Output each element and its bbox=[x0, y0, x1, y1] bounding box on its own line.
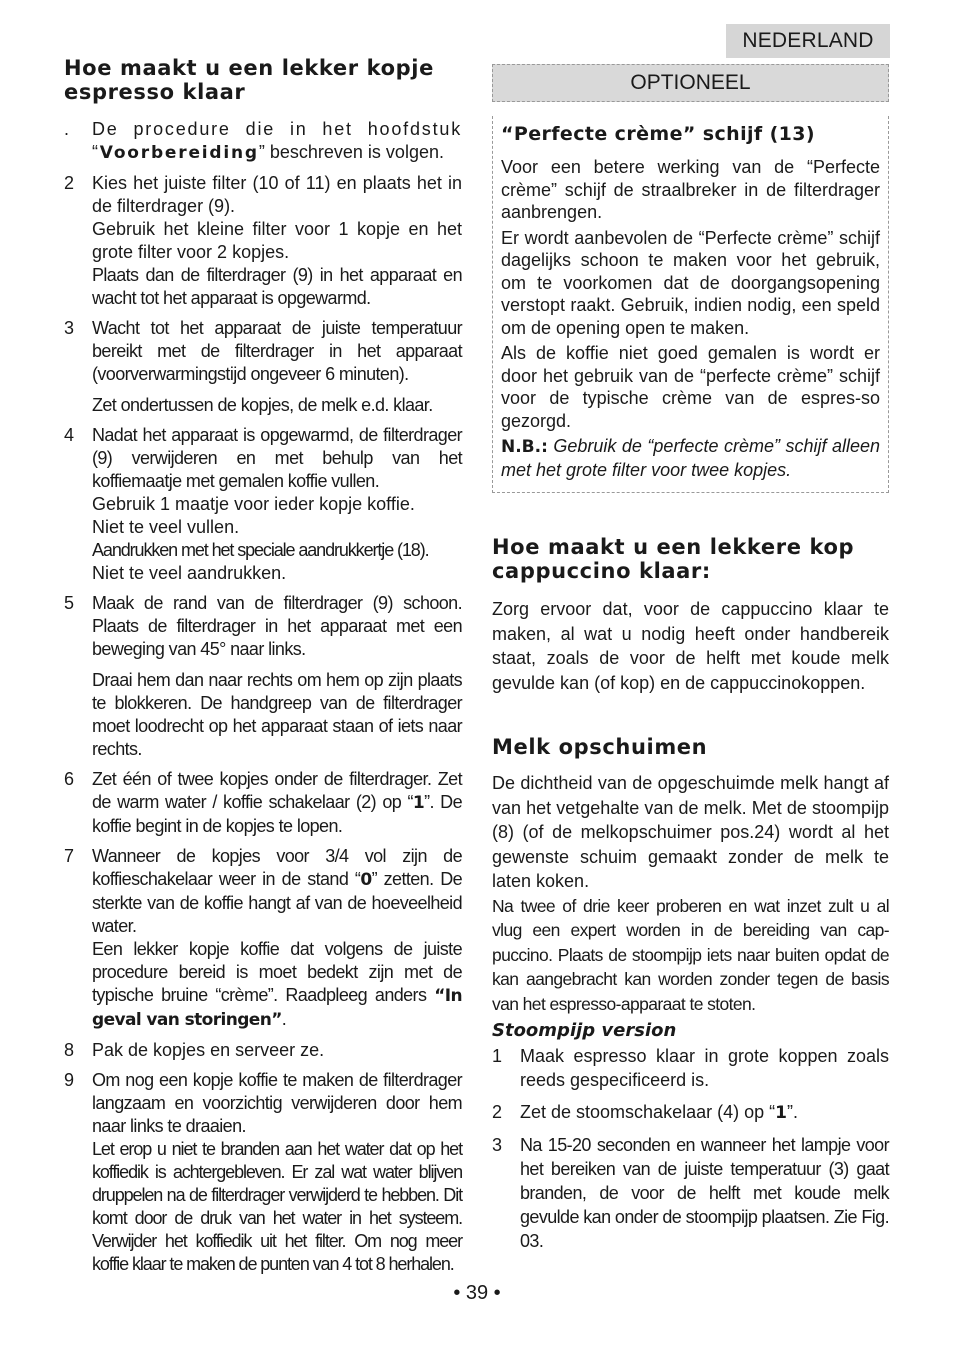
foam-title: Melk opschuimen bbox=[492, 735, 708, 759]
optional-header: OPTIONEEL bbox=[492, 64, 889, 102]
step-number: 3 bbox=[492, 1135, 503, 1155]
list-item: 8 Pak de kopjes en serveer ze. bbox=[64, 1040, 325, 1060]
list-item: 2 Zet de stoomschakelaar (4) op “1”. bbox=[492, 1102, 798, 1123]
step-number: 9 bbox=[64, 1070, 75, 1090]
espresso-steps bbox=[64, 118, 462, 1276]
cappuccino-title: Hoe maakt u een lekkere kop cappuccino klaar: bbox=[492, 535, 855, 583]
list-item: 1 Maak espresso klaar in grote koppen zoals reeds gespecificeerd is. bbox=[492, 1046, 889, 1090]
list-item: 7 Wanneer de kopjes voor 3/4 vol zijn de koffieschakelaar weer in de stand “0” zetten. De sterkte van de koffie hangt af van de hoeveelheid water. Een lekker kopje koffie dat volgens de juiste procedure bereid is moet bedekt zijn met de typische bruine “crème”. Raadpleeg anders “In geval van storingen”. bbox=[64, 846, 463, 1030]
steam-steps bbox=[492, 1044, 889, 1253]
step-number: 5 bbox=[64, 593, 75, 613]
list-item: 3 Na 15-20 seconden en wanneer het lampje voor het bereiken van de juiste temperatuur (3) gaat branden, de voor de helft met koude melk gevulde kan onder de stoompijp plaatsen. Zie Fig. 03. bbox=[492, 1135, 889, 1251]
step-number: 6 bbox=[64, 769, 75, 789]
step-number: 2 bbox=[64, 173, 75, 193]
list-item: 5 Maak de rand van de filterdrager (9) schoon. Plaats de filterdrager in het apparaat met een beweging van 45° naar links. Draai hem dan naar rechts om hem op zijn plaats te blokkeren. De handgreep van de filterdrager moet loodrecht op het apparaat staan of iets naar rechts. bbox=[64, 593, 462, 759]
list-item: 3 Wacht tot het apparaat de juiste temperatuur bereikt met de filterdrager in het apparaat (voorverwarmingstijd ongeveer 6 minuten). Zet ondertussen de kopjes, de melk e.d. klaar. bbox=[64, 318, 462, 415]
step-number: 2 bbox=[492, 1102, 503, 1122]
foam-paragraph: De dichtheid van de opgeschuimde melk hangt af van het vetgehalte van de melk. Met de stoompijp (8) (of de melkopschuimer pos.24) wordt al het gewenste schuim gemaakt zonder de melk te laten koken. bbox=[492, 773, 889, 891]
step-number: 7 bbox=[64, 846, 75, 866]
optional-note: N.B.: Gebruik de “perfecte crème” schijf alleen met het grote filter voor twee kopjes. bbox=[501, 436, 880, 480]
optional-box: “Perfecte crème” schijf (13) Voor een betere werking van de “Perfecte crème” schijf de straalbreker in de filterdrager aanbrengen. Er wordt aanbevolen de “Perfecte crème” schijf dagelijks schoon te maken voor het gebruik, om te voorkomen dat de doorgangsopening verstopt raakt. Gebruik, indien nodig, een speld om de opening open te maken. Als de koffie niet goed gemalen is wordt er door het gebruik van de “perfecte crème” schijf voor de typische crème van de espres-so gezorgd. N.B.: Gebruik de “perfecte crème” schijf alleen met het grote filter voor twee kopjes. bbox=[492, 116, 889, 493]
list-item: 2 Kies het juiste filter (10 of 11) en plaats het in de filterdrager (9). Gebruik het kleine filter voor 1 kopje en het grote filter voor 2 kopjes. Plaats dan de filterdrager (9) in het apparaat en wacht tot het apparaat is opgewarmd. bbox=[64, 173, 462, 308]
list-item: . De procedure die in het hoofdstuk “Voorbereiding” beschreven is volgen. bbox=[64, 119, 462, 163]
list-item: 4 Nadat het apparaat is opgewarmd, de filterdrager (9) verwijderen en met behulp van het koffiemaatje met gemalen koffie vullen. Gebruik 1 maatje voor ieder kopje koffie. Niet te veel vullen. Aandrukken met het speciale aandrukkertje (18). Niet te veel aandrukken. bbox=[64, 425, 462, 583]
espresso-title: Hoe maakt u een lekker kopje espresso klaar bbox=[64, 56, 434, 104]
step-number: 8 bbox=[64, 1040, 75, 1060]
cappuccino-text: Zorg ervoor dat, voor de cappuccino klaar te maken, al wat u nodig heeft onder handbereik staat, zoals de voor de helft met koude melk gevulde kan (of kop) en de cappuccinokoppen. bbox=[492, 599, 889, 693]
steam-subheading: Stoompijp version bbox=[492, 1020, 677, 1041]
espresso-section bbox=[64, 56, 462, 1276]
step-number: . bbox=[64, 119, 70, 139]
right-column bbox=[492, 64, 889, 1253]
step-number: 4 bbox=[64, 425, 75, 445]
page-number: • 39 • bbox=[453, 1282, 501, 1304]
step-number: 1 bbox=[492, 1046, 503, 1066]
optional-title: “Perfecte crème” schijf (13) bbox=[501, 123, 815, 145]
list-item: 6 Zet één of twee kopjes onder de filterdrager. Zet de warm water / koffie schakelaar (2) op “1”. De koffie begint in de kopjes te lopen. bbox=[64, 769, 462, 836]
step-number: 3 bbox=[64, 318, 75, 338]
foam-paragraph: Na twee of drie keer proberen en wat inzet zult u al vlug een expert worden in de bereiding van cap-puccino. Plaats de stoompijp iets naar buiten opdat de kan aangebracht kan worden zonder tegen de basis van het espresso-apparaat te stoten. bbox=[492, 895, 889, 1014]
language-tab: NEDERLAND bbox=[726, 24, 890, 58]
list-item: 9 Om nog een kopje koffie te maken de filterdrager langzaam en voorzichtig verwijderen door hem naar links te draaien. Let erop u niet te branden aan het water dat op het koffiedik is achtergebleven. Er zal wat water blijven druppelen na de filterdrager verwijderd te hebben. Dit komt door de druk van het water in het systeem. Verwijder het koffiedik uit het filter. Om nog meer koffie klaar te maken de punten van 4 tot 8 herhalen. bbox=[64, 1070, 462, 1274]
